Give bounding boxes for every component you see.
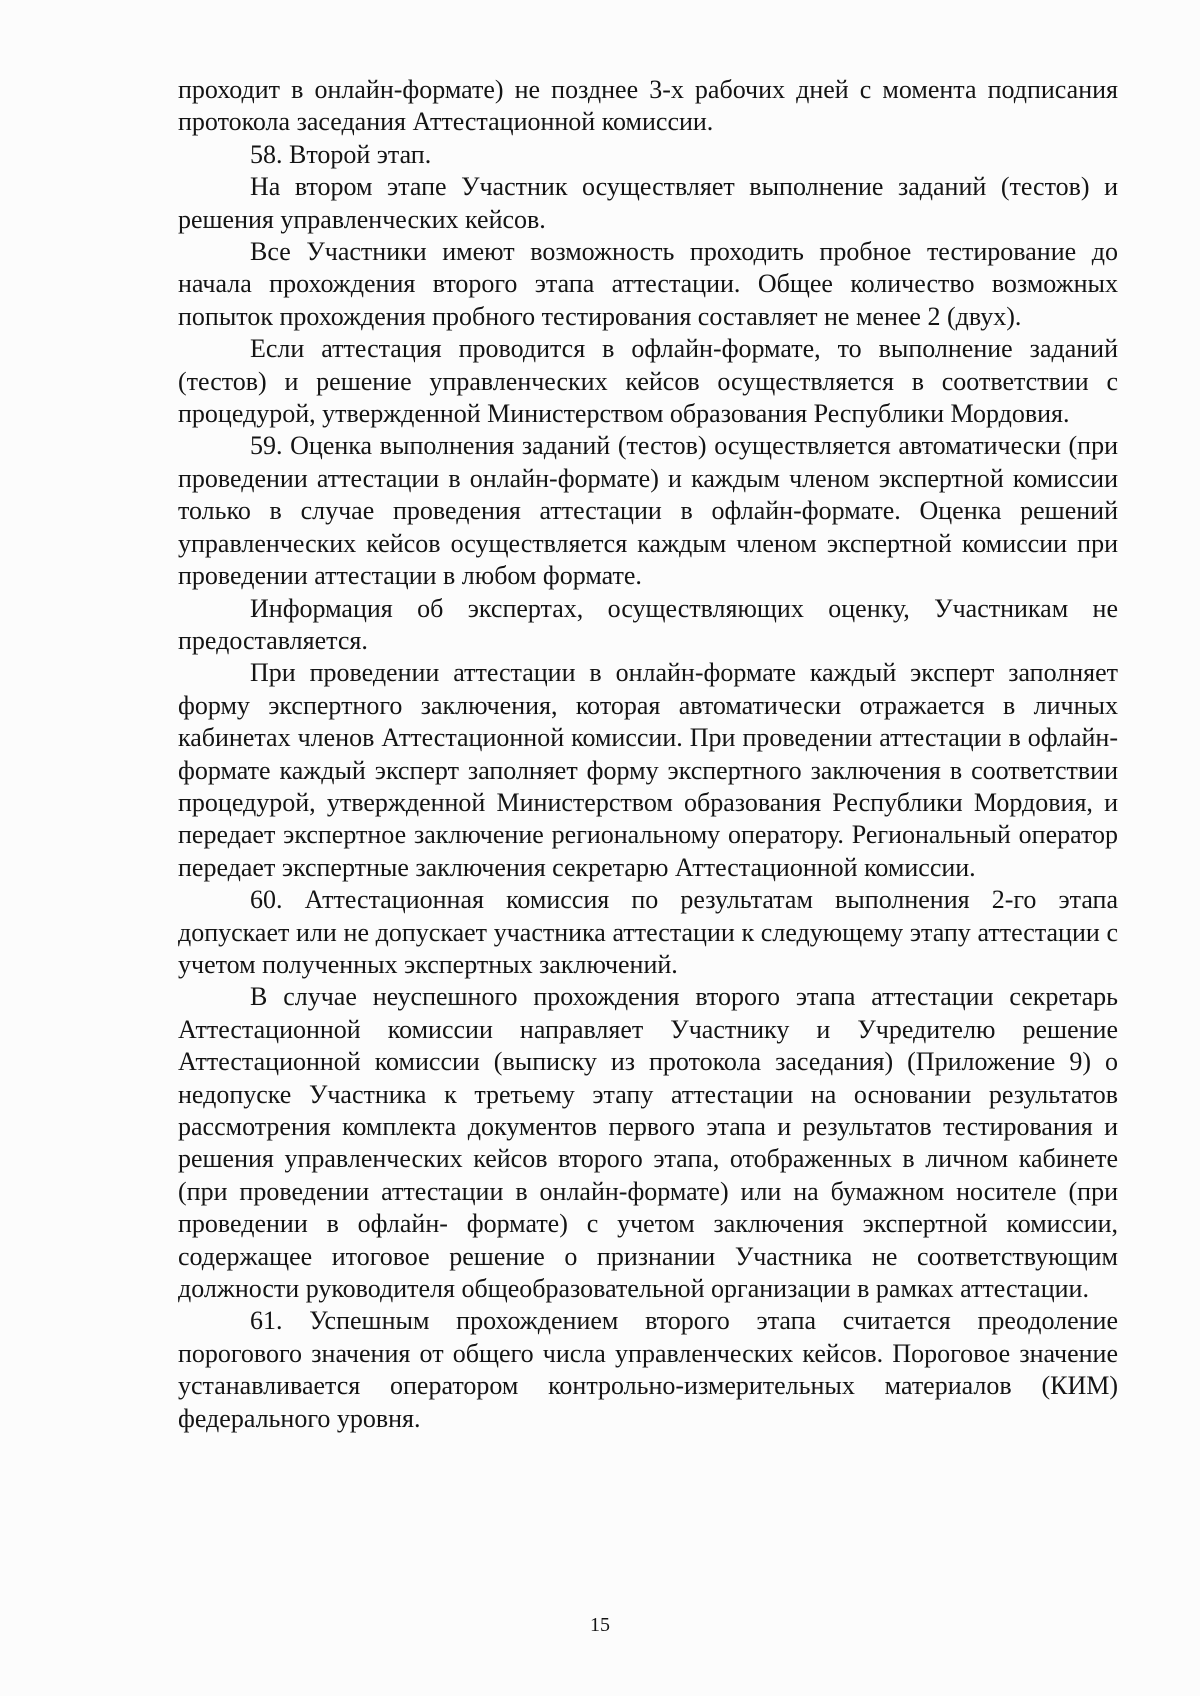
paragraph: 61. Успешным прохождением второго этапа считается преодоление порогового значения от общего числа управленческих кейсов. Пороговое значение устанавливается оператором контрольно-измерительных материалов (КИМ) федерального уровня.	[178, 1306, 1118, 1433]
page-number: 15	[590, 1614, 610, 1636]
paragraph: проходит в онлайн-формате) не позднее 3-х рабочих дней с момента подписания протокола заседания Аттестационной комиссии.	[178, 75, 1118, 137]
paragraph: 58. Второй этап.	[250, 139, 432, 169]
paragraph: 60. Аттестационная комиссия по результатам выполнения 2-го этапа допускает или не допускает участника аттестации к следующему этапу аттестации с учетом полученных экспертных заключений.	[178, 885, 1118, 979]
paragraph: Все Участники имеют возможность проходить пробное тестирование до начала прохождения второго этапа аттестации. Общее количество возможных попыток прохождения пробного тестирования составляет не менее 2 (двух).	[178, 237, 1118, 331]
paragraph: При проведении аттестации в онлайн-формате каждый эксперт заполняет форму экспертного заключения, которая автоматически отражается в личных кабинетах членов Аттестационной комиссии. При проведении аттестации в офлайн-формате каждый эксперт заполняет форму экспертного заключения в соответствии процедурой, утвержденной Министерством образования Республики Мордовия, и передает экспертное заключение региональному оператору. Региональный оператор передает экспертные заключения секретарю Аттестационной комиссии.	[178, 658, 1118, 882]
document-body	[178, 74, 1118, 1435]
paragraph: 59. Оценка выполнения заданий (тестов) осуществляется автоматически (при проведении аттестации в онлайн-формате) и каждым членом экспертной комиссии только в случае проведения аттестации в офлайн-формате. Оценка решений управленческих кейсов осуществляется каждым членом экспертной комиссии при проведении аттестации в любом формате.	[178, 431, 1118, 591]
paragraph: В случае неуспешного прохождения второго этапа аттестации секретарь Аттестационной комиссии направляет Участнику и Учредителю решение Аттестационной комиссии (выписку из протокола заседания) (Приложение 9) о недопуске Участника к третьему этапу аттестации на основании результатов рассмотрения комплекта документов первого этапа и результатов тестирования и решения управленческих кейсов второго этапа, отображенных в личном кабинете (при проведении аттестации в онлайн-формате) или на бумажном носителе (при проведении в офлайн- формате) с учетом заключения экспертной комиссии, содержащее итоговое решение о признании Участника не соответствующим должности руководителя общеобразовательной организации в рамках аттестации.	[178, 982, 1118, 1304]
paragraph: Информация об экспертах, осуществляющих оценку, Участникам не предоставляется.	[178, 593, 1118, 655]
paragraph: На втором этапе Участник осуществляет выполнение заданий (тестов) и решения управленческих кейсов.	[178, 172, 1118, 234]
paragraph: Если аттестация проводится в офлайн-формате, то выполнение заданий (тестов) и решение управленческих кейсов осуществляется в соответствии с процедурой, утвержденной Министерством образования Республики Мордовия.	[178, 334, 1118, 429]
